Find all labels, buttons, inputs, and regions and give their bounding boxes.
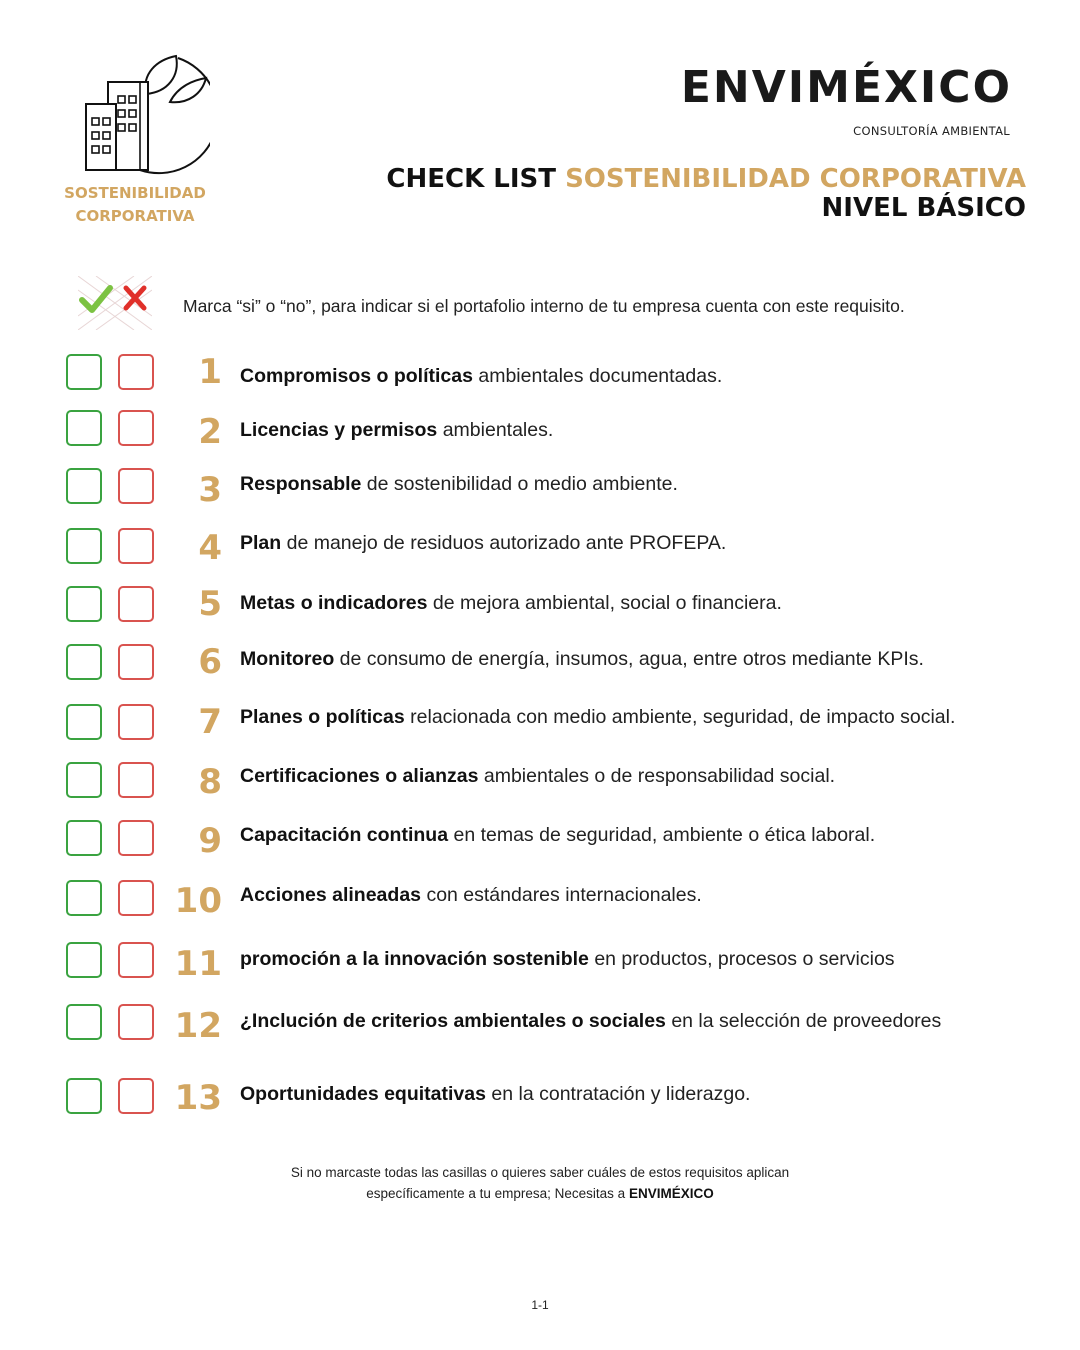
item-number: 3: [198, 470, 222, 510]
item-text-rest: relacionada con medio ambiente, seguridad, de impacto social.: [410, 706, 956, 728]
checklist-item-8: [0, 760, 1080, 804]
item-text: [240, 471, 678, 497]
item-text-rest: de sostenibilidad o medio ambiente.: [366, 473, 678, 495]
footer-line2-prefix: específicamente a tu empresa; Necesitas a: [366, 1186, 626, 1201]
yes-checkbox[interactable]: [66, 410, 102, 446]
item-text-bold: Metas o indicadores: [240, 592, 428, 614]
item-text: [240, 946, 895, 972]
item-number: 13: [174, 1078, 222, 1118]
yes-checkbox[interactable]: [66, 942, 102, 978]
item-text: [240, 417, 553, 443]
instruction-text: Marca “si” o “no”, para indicar si el portafolio interno de tu empresa cuenta con este requisito.: [183, 296, 905, 316]
item-text-bold: Certificaciones o alianzas: [240, 765, 479, 787]
item-text: [240, 363, 722, 389]
checklist-item-12: [0, 1004, 1080, 1048]
item-text-bold: Licencias y permisos: [240, 419, 438, 441]
title-part2: SOSTENIBILIDAD CORPORATIVA: [565, 164, 1026, 194]
building-leaf-logo-icon: [78, 52, 210, 176]
item-text: [240, 590, 782, 616]
no-checkbox[interactable]: [118, 1078, 154, 1114]
yes-checkbox[interactable]: [66, 644, 102, 680]
item-text: [240, 704, 955, 730]
item-text-bold: Plan: [240, 532, 282, 554]
checklist-item-13: [0, 1076, 1080, 1120]
yes-checkbox[interactable]: [66, 1078, 102, 1114]
item-text: [240, 763, 835, 789]
page-number: 1-1: [531, 1298, 549, 1312]
no-checkbox[interactable]: [118, 468, 154, 504]
item-text-rest: ambientales o de responsabilidad social.: [483, 765, 836, 787]
item-text-bold: Responsable: [240, 473, 362, 495]
yes-checkbox[interactable]: [66, 528, 102, 564]
no-checkbox[interactable]: [118, 704, 154, 740]
checklist-item-3: [0, 466, 1080, 510]
item-number: 9: [198, 821, 222, 861]
checklist-item-10: [0, 878, 1080, 922]
title-part1: CHECK LIST: [386, 164, 556, 194]
item-number: 11: [174, 944, 222, 984]
item-text: [240, 530, 726, 556]
item-number: 5: [198, 584, 222, 624]
item-text-bold: Monitoreo: [240, 648, 335, 670]
item-text-rest: en la contratación y liderazgo.: [491, 1083, 751, 1105]
checklist-item-5: [0, 584, 1080, 628]
item-number: 4: [198, 528, 222, 568]
item-text-bold: Planes o políticas: [240, 706, 405, 728]
checklist-item-7: [0, 702, 1080, 746]
no-checkbox[interactable]: [118, 820, 154, 856]
no-checkbox[interactable]: [118, 586, 154, 622]
checklist-item-6: [0, 642, 1080, 686]
item-number: 12: [174, 1006, 222, 1046]
footer-note: [0, 1162, 1080, 1204]
item-text: [240, 1081, 750, 1107]
checklist-item-1: [0, 352, 1080, 396]
page-subtitle: NIVEL BÁSICO: [821, 193, 1026, 223]
checklist-item-9: [0, 818, 1080, 862]
no-checkbox[interactable]: [118, 1004, 154, 1040]
item-text-bold: Capacitación continua: [240, 824, 449, 846]
no-checkbox[interactable]: [118, 880, 154, 916]
page-title: [386, 164, 1026, 194]
item-number: 6: [198, 642, 222, 682]
yes-checkbox[interactable]: [66, 820, 102, 856]
item-text-rest: en la selección de proveedores: [671, 1010, 942, 1032]
footer-line2: [0, 1183, 1080, 1204]
item-text-rest: ambientales documentadas.: [478, 365, 723, 387]
item-text-rest: de consumo de energía, insumos, agua, entre otros mediante KPIs.: [339, 648, 924, 670]
no-checkbox[interactable]: [118, 410, 154, 446]
item-text: [240, 646, 924, 672]
no-checkbox[interactable]: [118, 528, 154, 564]
item-text: [240, 882, 702, 908]
item-number: 7: [198, 702, 222, 742]
item-text-bold: Compromisos o políticas: [240, 365, 473, 387]
yes-checkbox[interactable]: [66, 354, 102, 390]
item-number: 10: [174, 881, 222, 921]
yes-checkbox[interactable]: [66, 704, 102, 740]
item-text-rest: de manejo de residuos autorizado ante PROFEPA.: [286, 532, 727, 554]
item-number: 8: [198, 762, 222, 802]
footer-line1: Si no marcaste todas las casillas o quieres saber cuáles de estos requisitos aplican: [290, 1165, 790, 1180]
check-cross-legend-icon: [78, 276, 152, 330]
yes-checkbox[interactable]: [66, 586, 102, 622]
brand-subtitle: CONSULTORÍA AMBIENTAL: [853, 124, 1010, 138]
logo-caption-line2: CORPORATIVA: [75, 207, 195, 225]
item-text-bold: ¿Inclución de criterios ambientales o sociales: [240, 1010, 666, 1032]
item-text-rest: con estándares internacionales.: [426, 884, 702, 906]
item-number: 1: [198, 352, 222, 392]
item-number: 2: [198, 412, 222, 452]
logo-caption-line1: SOSTENIBILIDAD: [64, 184, 206, 202]
no-checkbox[interactable]: [118, 762, 154, 798]
checklist-item-11: [0, 942, 1080, 986]
item-text-bold: Acciones alineadas: [240, 884, 422, 906]
checklist-item-2: [0, 408, 1080, 452]
brand-name: ENVIMÉXICO: [680, 62, 1012, 113]
yes-checkbox[interactable]: [66, 468, 102, 504]
item-text-bold: Oportunidades equitativas: [240, 1083, 486, 1105]
logo-caption: [40, 182, 230, 228]
item-text: [240, 1008, 941, 1034]
checklist-item-4: [0, 526, 1080, 570]
item-text-bold: promoción a la innovación sostenible: [240, 948, 589, 970]
yes-checkbox[interactable]: [66, 880, 102, 916]
item-text-rest: en temas de seguridad, ambiente o ética laboral.: [453, 824, 876, 846]
no-checkbox[interactable]: [118, 942, 154, 978]
item-text-rest: ambientales.: [442, 419, 554, 441]
item-text-rest: en productos, procesos o servicios: [594, 948, 895, 970]
footer-brand: ENVIMÉXICO: [628, 1186, 714, 1201]
no-checkbox[interactable]: [118, 644, 154, 680]
item-text: [240, 822, 875, 848]
yes-checkbox[interactable]: [66, 762, 102, 798]
item-text-rest: de mejora ambiental, social o financiera.: [432, 592, 782, 614]
yes-checkbox[interactable]: [66, 1004, 102, 1040]
no-checkbox[interactable]: [118, 354, 154, 390]
